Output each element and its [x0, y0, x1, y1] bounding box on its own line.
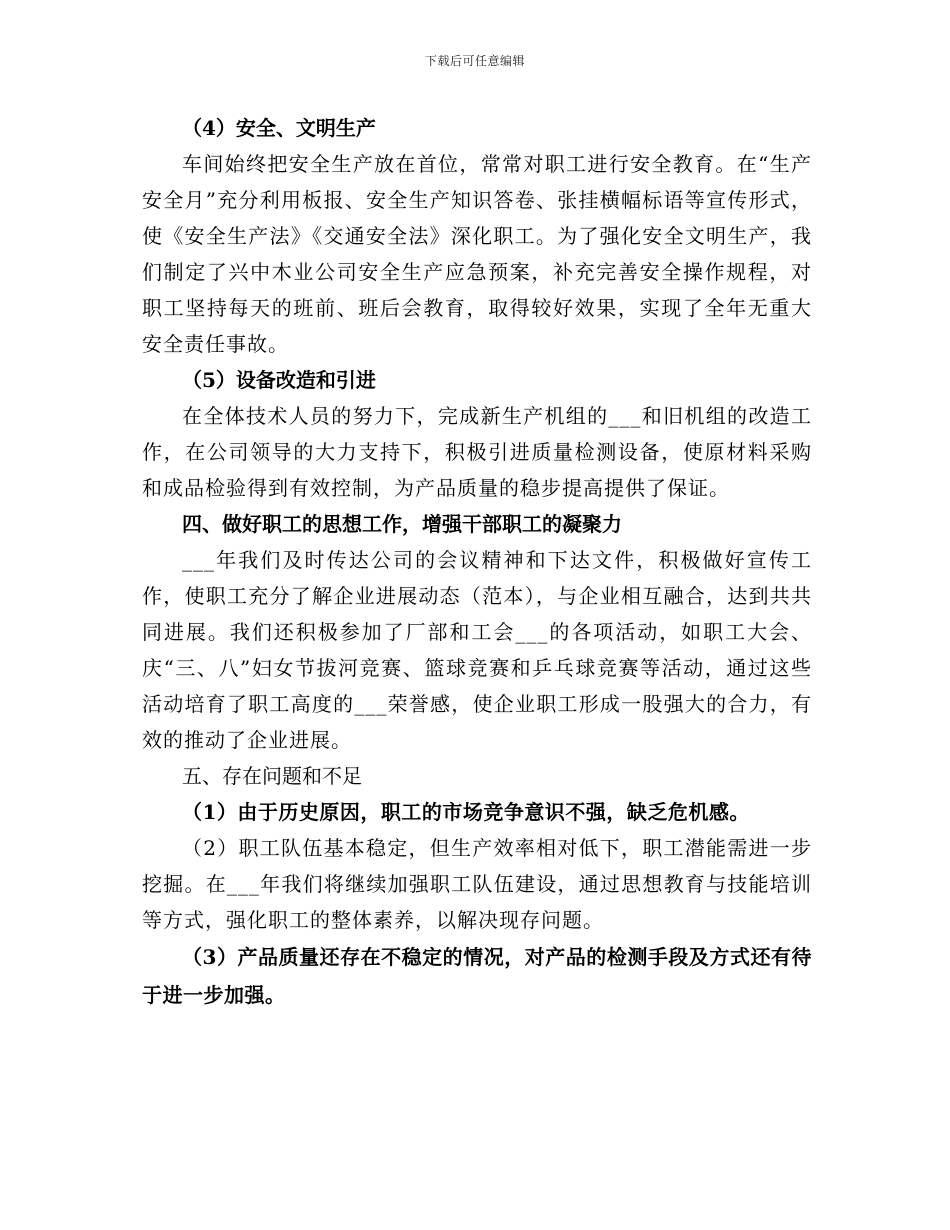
- document-body: [142, 110, 812, 1014]
- problem-item-2: （2）职工队伍基本稳定，但生产效率相对低下，职工潜能需进一步挖掘。在___年我们将继续加强职工队伍建设，通过思想教育与技能培训等方式，强化职工的整体素养，以解决现存问题。: [142, 836, 812, 932]
- section-heading-safety: （4）安全、文明生产: [182, 116, 376, 140]
- section-body-safety: 车间始终把安全生产放在首位，常常对职工进行安全教育。在“生产安全月”充分利用板报、安全生产知识答卷、张挂横幅标语等宣传形式，使《安全生产法》《交通安全法》深化职工。为了强化安全文明生产，我们制定了兴中木业公司安全生产应急预案，补充完善安全操作规程，对职工坚持每天的班前、班后会教育，取得较好效果，实现了全年无重大安全责任事故。: [142, 152, 812, 356]
- section-heading-problems: 五、存在问题和不足: [182, 764, 362, 788]
- problem-item-1: （1）由于历史原因，职工的市场竞争意识不强，缺乏危机感。: [182, 800, 750, 824]
- section-heading-equipment: （5）设备改造和引进: [182, 368, 376, 392]
- section-heading-staff-ideology: 四、做好职工的思想工作，增强干部职工的凝聚力: [182, 512, 622, 536]
- section-body-equipment: 在全体技术人员的努力下，完成新生产机组的___和旧机组的改造工作，在公司领导的大力支持下，积极引进质量检测设备，使原材料采购和成品检验得到有效控制，为产品质量的稳步提高提供了保证。: [142, 404, 812, 500]
- page-header: 下载后可任意编辑: [424, 54, 525, 68]
- section-body-staff-ideology: ___年我们及时传达公司的会议精神和下达文件，积极做好宣传工作，使职工充分了解企业进展动态（范本），与企业相互融合，达到共共同进展。我们还积极参加了厂部和工会___的各项活动，如职工大会、庆“三、八”妇女节拔河竞赛、篮球竞赛和乒乓球竞赛等活动，通过这些活动培育了职工高度的___荣誉感，使企业职工形成一股强大的合力，有效的推动了企业进展。: [142, 548, 812, 752]
- problem-item-3: （3）产品质量还存在不稳定的情况，对产品的检测手段及方式还有待于进一步加强。: [142, 945, 812, 1007]
